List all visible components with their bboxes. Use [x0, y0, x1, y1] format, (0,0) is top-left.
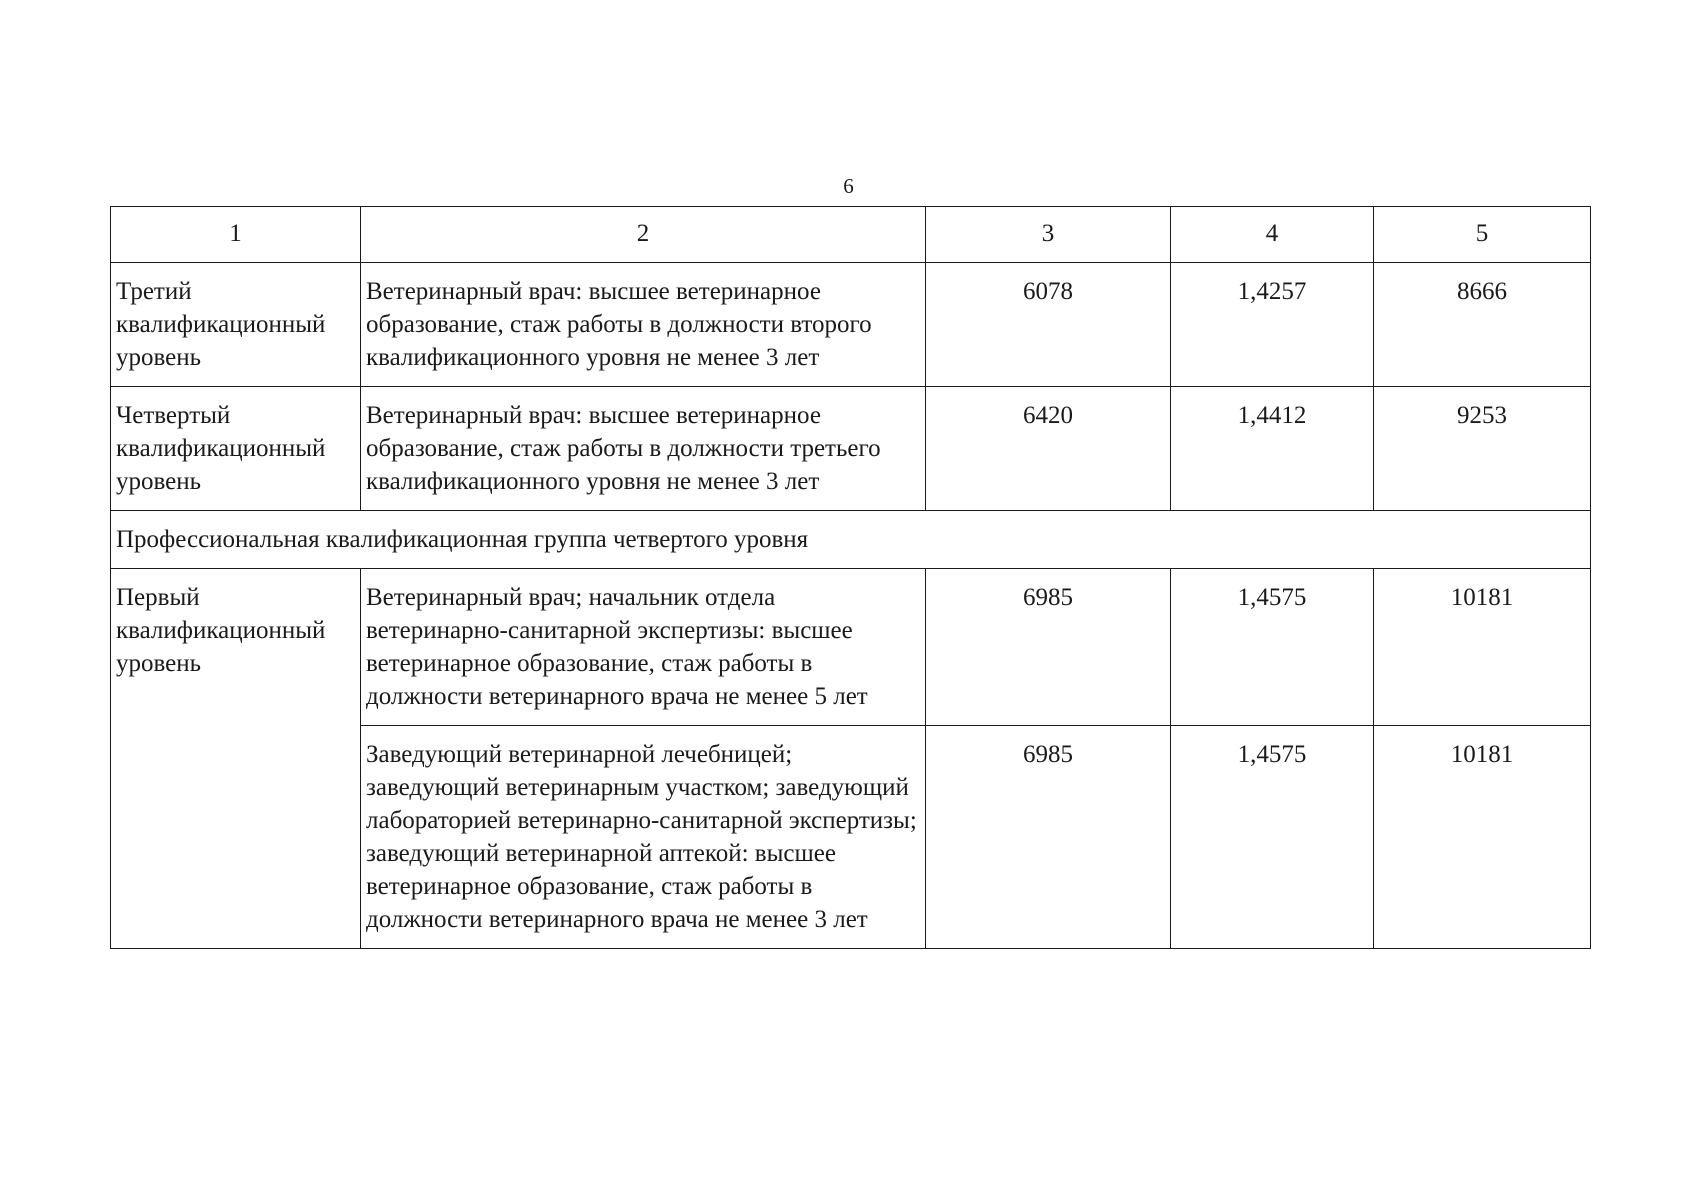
- table-row: [111, 263, 1591, 387]
- position-requirements-cell: Ветеринарный врач: высшее ветеринарное образование, стаж работы в должности второго квалификационного уровня не менее 3 лет: [361, 263, 926, 387]
- position-requirements-cell: Ветеринарный врач; начальник отдела ветеринарно-санитарной экспертизы: высшее ветеринарное образование, стаж работы в должности ветеринарного врача не менее 5 лет: [361, 569, 926, 726]
- salary-cell: 10181: [1374, 726, 1591, 949]
- table-row: [111, 387, 1591, 511]
- salary-cell: 10181: [1374, 569, 1591, 726]
- qualification-level-cell: Первый квалификационный уровень: [111, 569, 361, 949]
- base-value-cell: 6420: [926, 387, 1171, 511]
- coefficient-cell: 1,4575: [1171, 726, 1374, 949]
- salary-cell: 8666: [1374, 263, 1591, 387]
- table-header-row: [111, 207, 1591, 263]
- coefficient-cell: 1,4575: [1171, 569, 1374, 726]
- salary-cell: 9253: [1374, 387, 1591, 511]
- column-number-4: 4: [1171, 207, 1374, 263]
- column-number-1: 1: [111, 207, 361, 263]
- page-number: 6: [843, 174, 854, 198]
- position-requirements-cell: Заведующий ветеринарной лечебницей; заведующий ветеринарным участком; заведующий лабораторией ветеринарно-санитарной экспертизы; заведующий ветеринарной аптекой: высшее ветеринарное образование, стаж работы в должности ветеринарного врача не менее 3 лет: [361, 726, 926, 949]
- group-header-row: [111, 511, 1591, 569]
- group-title: Профессиональная квалификационная группа четвертого уровня: [111, 511, 1591, 569]
- coefficient-cell: 1,4412: [1171, 387, 1374, 511]
- position-requirements-cell: Ветеринарный врач: высшее ветеринарное образование, стаж работы в должности третьего квалификационного уровня не менее 3 лет: [361, 387, 926, 511]
- qualification-level-cell: Третий квалификационный уровень: [111, 263, 361, 387]
- table-row: [111, 569, 1591, 726]
- column-number-3: 3: [926, 207, 1171, 263]
- coefficient-cell: 1,4257: [1171, 263, 1374, 387]
- qualification-table: [110, 206, 1591, 949]
- base-value-cell: 6078: [926, 263, 1171, 387]
- column-number-5: 5: [1374, 207, 1591, 263]
- base-value-cell: 6985: [926, 569, 1171, 726]
- base-value-cell: 6985: [926, 726, 1171, 949]
- column-number-2: 2: [361, 207, 926, 263]
- qualification-level-cell: Четвертый квалификационный уровень: [111, 387, 361, 511]
